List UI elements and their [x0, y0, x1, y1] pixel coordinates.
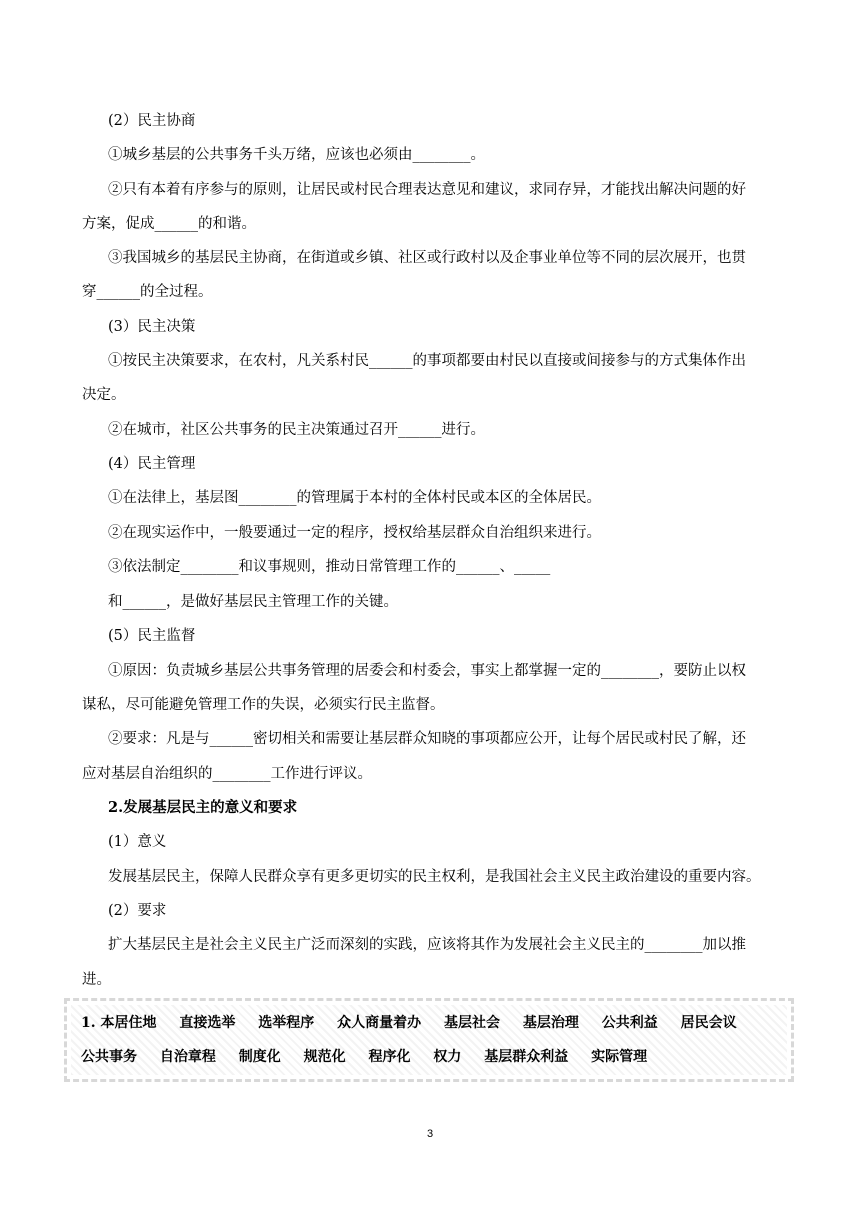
text-line: 扩大基层民主是社会主义民主广泛而深刻的实践，应该将其作为发展社会主义民主的________加以推: [108, 937, 746, 953]
text-line: ①在法律上，基层图________的管理属于本村的全体村民或本区的全体居民。: [108, 490, 601, 506]
answer-keyword: 自治章程: [159, 1049, 216, 1065]
heading-democratic-supervision: (5）民主监督: [108, 628, 196, 644]
heading-democratic-management: (4）民主管理: [108, 456, 196, 472]
text-line: ②只有本着有序参与的原则，让居民或村民合理表达意见和建议，求同存异，才能找出解决问题的好: [108, 182, 746, 198]
heading-significance: (1）意义: [108, 834, 167, 850]
text-line: ①按民主决策要求，在农村，凡关系村民______的事项都要由村民以直接或间接参与的方式集体作出: [108, 353, 746, 369]
answer-keyword: 制度化: [238, 1049, 281, 1065]
answer-keyword: 规范化: [303, 1049, 346, 1065]
answer-row-1: [81, 1013, 755, 1033]
heading-requirements: (2）要求: [108, 903, 167, 919]
text-line: ②要求：凡是与______密切相关和需要让基层群众知晓的事项都应公开，让每个居民或村民了解，还: [108, 731, 746, 747]
answer-keyword: 1. 本居住地: [81, 1015, 157, 1031]
page-number: 3: [426, 1128, 434, 1140]
text-line: ①原因：负责城乡基层公共事务管理的居委会和村委会，事实上都掌握一定的________，要防止以权: [108, 663, 746, 679]
answer-keyword: 直接选举: [179, 1015, 236, 1031]
answer-keyword: 公共事务: [81, 1049, 137, 1065]
heading-democratic-consultation: (2）民主协商: [108, 113, 196, 129]
text-line: 发展基层民主，保障人民群众享有更多更切实的民主权利，是我国社会主义民主政治建设的重要内容。: [108, 869, 761, 885]
text-line: ③依法制定________和议事规则，推动日常管理工作的______、_____: [108, 559, 551, 575]
text-line: ②在现实运作中，一般要通过一定的程序，授权给基层群众自治组织来进行。: [108, 525, 601, 541]
answer-keyword: 众人商量着办: [337, 1015, 422, 1031]
answer-keyword: 权力: [433, 1049, 462, 1065]
text-line: 和______，是做好基层民主管理工作的关键。: [108, 594, 398, 610]
answer-keyword: 基层社会: [444, 1015, 500, 1031]
text-line: 决定。: [82, 387, 126, 403]
answer-keyword: 公共利益: [601, 1015, 658, 1031]
answer-keyword: 程序化: [368, 1049, 411, 1065]
answer-keyword: 选举程序: [258, 1015, 315, 1031]
answer-keyword: 实际管理: [591, 1049, 648, 1065]
answer-keyword: 基层群众利益: [484, 1049, 569, 1065]
answer-keyword: 居民会议: [680, 1015, 737, 1031]
section-heading: 2.发展基层民主的意义和要求: [108, 799, 298, 816]
text-line: 方案，促成______的和谐。: [82, 216, 256, 232]
text-line: ①城乡基层的公共事务千头万绪，应该也必须由________。: [108, 147, 485, 163]
text-line: 进。: [82, 972, 111, 988]
answer-box: [64, 998, 794, 1082]
text-line: ③我国城乡的基层民主协商，在街道或乡镇、社区或行政村以及企事业单位等不同的层次展开，也贯: [108, 250, 746, 266]
text-line: 谋私，尽可能避免管理工作的失误，必须实行民主监督。: [82, 697, 445, 713]
answer-row-2: [81, 1047, 665, 1067]
text-line: 应对基层自治组织的________工作进行评议。: [82, 766, 372, 782]
answer-keyword: 基层治理: [522, 1015, 579, 1031]
text-line: ②在城市，社区公共事务的民主决策通过召开______进行。: [108, 422, 485, 438]
text-line: 穿______的全过程。: [82, 284, 213, 300]
heading-democratic-decision: (3）民主决策: [108, 319, 196, 335]
